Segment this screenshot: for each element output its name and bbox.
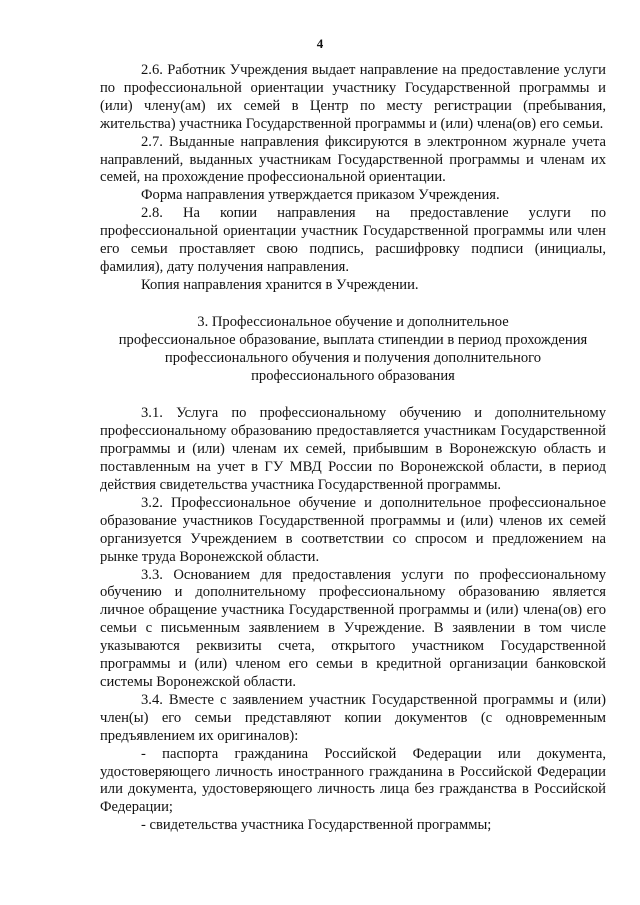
list-item-passport: - паспорта гражданина Российской Федерации или документа, удостоверяющего личность иностранного гражданина в Российской Федерации или документа, удостоверяющего личность лица без гражданства в Российской Федерации; [100, 745, 606, 816]
section-3-heading [100, 314, 606, 386]
paragraph-2-7: 2.7. Выданные направления фиксируются в электронном журнале учета направлений, выданных участникам Государственной программы и членам их семей, на прохождение профессиональной ориентации. [100, 133, 606, 186]
paragraph-form-approval: Форма направления утверждается приказом Учреждения. [141, 187, 500, 204]
paragraph-copy-stored: Копия направления хранится в Учреждении. [141, 276, 419, 293]
list-item-certificate: - свидетельства участника Государственной программы; [141, 817, 492, 834]
section-3-heading-line: профессиональное образование, выплата стипендии в период прохождения [118, 331, 588, 348]
section-3-heading-line: профессионального обучения и получения дополнительного [164, 349, 542, 366]
page-number: 4 [316, 36, 324, 51]
paragraph-2-8: 2.8. На копии направления на предоставление услуги по профессиональной ориентации участник Государственной программы или член его семьи проставляет свою подпись, расшифровку подписи (инициалы, фамилия), дату получения направления. [100, 205, 606, 275]
paragraph-3-3: 3.3. Основанием для предоставления услуги по профессиональному обучению и дополнительному профессиональному образованию является личное обращение участника Государственной программы и (или) члена(ов) его семьи с письменным заявлением в Учреждение. В заявлении в том числе указываются реквизиты счета, открытого участником Государственной программы и (или) членом его семьи в кредитной организации банковской системы Воронежской области. [100, 566, 606, 690]
document-body [100, 62, 606, 835]
paragraph-3-4: 3.4. Вместе с заявлением участник Государственной программы и (или) член(ы) его семьи представляют копии документов (с одновременным предъявлением их оригиналов): [100, 691, 606, 744]
paragraph-3-1: 3.1. Услуга по профессиональному обучению и дополнительному профессиональному образованию предоставляется участникам Государственной программы и (или) членам их семей, прибывшим в Воронежскую область и поставленным на учет в ГУ МВД России по Воронежской области, в период действия свидетельства участника Государственной программы. [100, 405, 606, 494]
paragraph-2-6: 2.6. Работник Учреждения выдает направление на предоставление услуги по профессиональной ориентации участнику Государственной программы и (или) члену(ам) их семей в Центр по месту регистрации (пребывания, жительства) участника Государственной программы и (или) члена(ов) его семьи. [100, 62, 606, 132]
section-3-heading-line: профессионального образования [251, 367, 455, 384]
paragraph-3-2: 3.2. Профессиональное обучение и дополнительное профессиональное образование участников Государственной программы и (или) членов их семей организуется Учреждением в соответствии со спросом и предложением на рынке труда Воронежской области. [100, 494, 606, 565]
section-3-heading-line: 3. Профессиональное обучение и дополнительное [197, 313, 509, 330]
